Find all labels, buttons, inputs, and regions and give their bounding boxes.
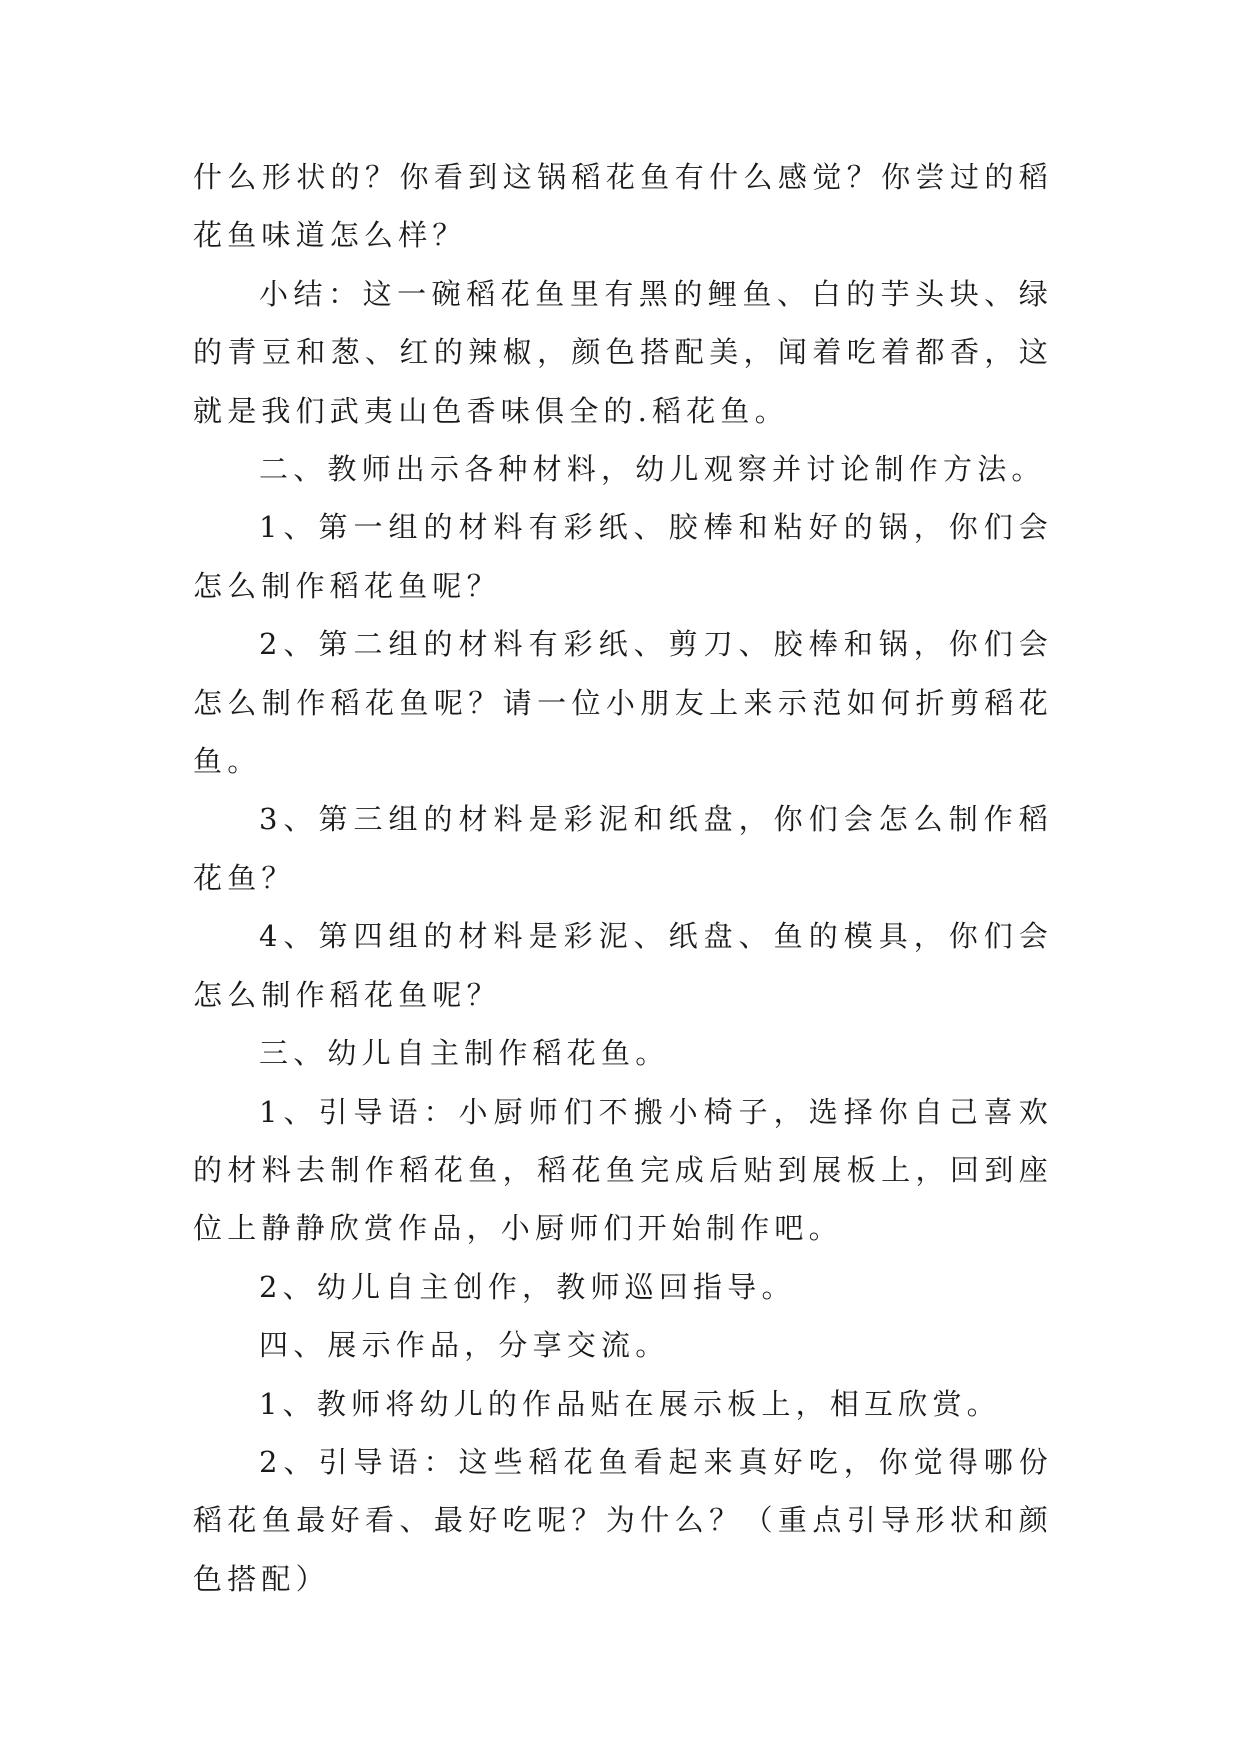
paragraph-continued-questions: 什么形状的？你看到这锅稻花鱼有什么感觉？你尝过的稻花鱼味道怎么样？ <box>193 160 1053 253</box>
paragraph-display-works: 1、教师将幼儿的作品贴在展示板上，相互欣赏。 <box>259 1386 1001 1421</box>
paragraph-guide-making: 1、引导语：小厨师们不搬小椅子，选择你自己喜欢的材料去制作稻花鱼，稻花鱼完成后贴到展板上，回到座位上静静欣赏作品，小厨师们开始制作吧。 <box>193 1094 1053 1246</box>
paragraph-guide-sharing: 2、引导语：这些稻花鱼看起来真好吃，你觉得哪份稻花鱼最好看、最好吃呢？为什么？（重点引导形状和颜色搭配） <box>193 1444 1053 1596</box>
paragraph-group-one: 1、第一组的材料有彩纸、胶棒和粘好的锅，你们会怎么制作稻花鱼呢？ <box>193 510 1053 603</box>
paragraph-group-two: 2、第二组的材料有彩纸、剪刀、胶棒和锅，你们会怎么制作稻花鱼呢？请一位小朋友上来示范如何折剪稻花鱼。 <box>193 627 1053 779</box>
section-heading-materials: 二、教师出示各种材料，幼儿观察并讨论制作方法。 <box>259 452 1046 487</box>
document-body <box>193 148 1053 1608</box>
section-heading-sharing: 四、展示作品，分享交流。 <box>259 1328 670 1363</box>
section-heading-making: 三、幼儿自主制作稻花鱼。 <box>259 1036 670 1071</box>
paragraph-group-four: 4、第四组的材料是彩泥、纸盘、鱼的模具，你们会怎么制作稻花鱼呢？ <box>193 919 1053 1012</box>
paragraph-free-creation: 2、幼儿自主创作，教师巡回指导。 <box>259 1269 796 1304</box>
paragraph-summary: 小结：这一碗稻花鱼里有黑的鲤鱼、白的芋头块、绿的青豆和葱、红的辣椒，颜色搭配美，闻着吃着都香，这就是我们武夷山色香味俱全的.稻花鱼。 <box>193 276 1053 428</box>
paragraph-group-three: 3、第三组的材料是彩泥和纸盘，你们会怎么制作稻花鱼？ <box>193 802 1053 895</box>
